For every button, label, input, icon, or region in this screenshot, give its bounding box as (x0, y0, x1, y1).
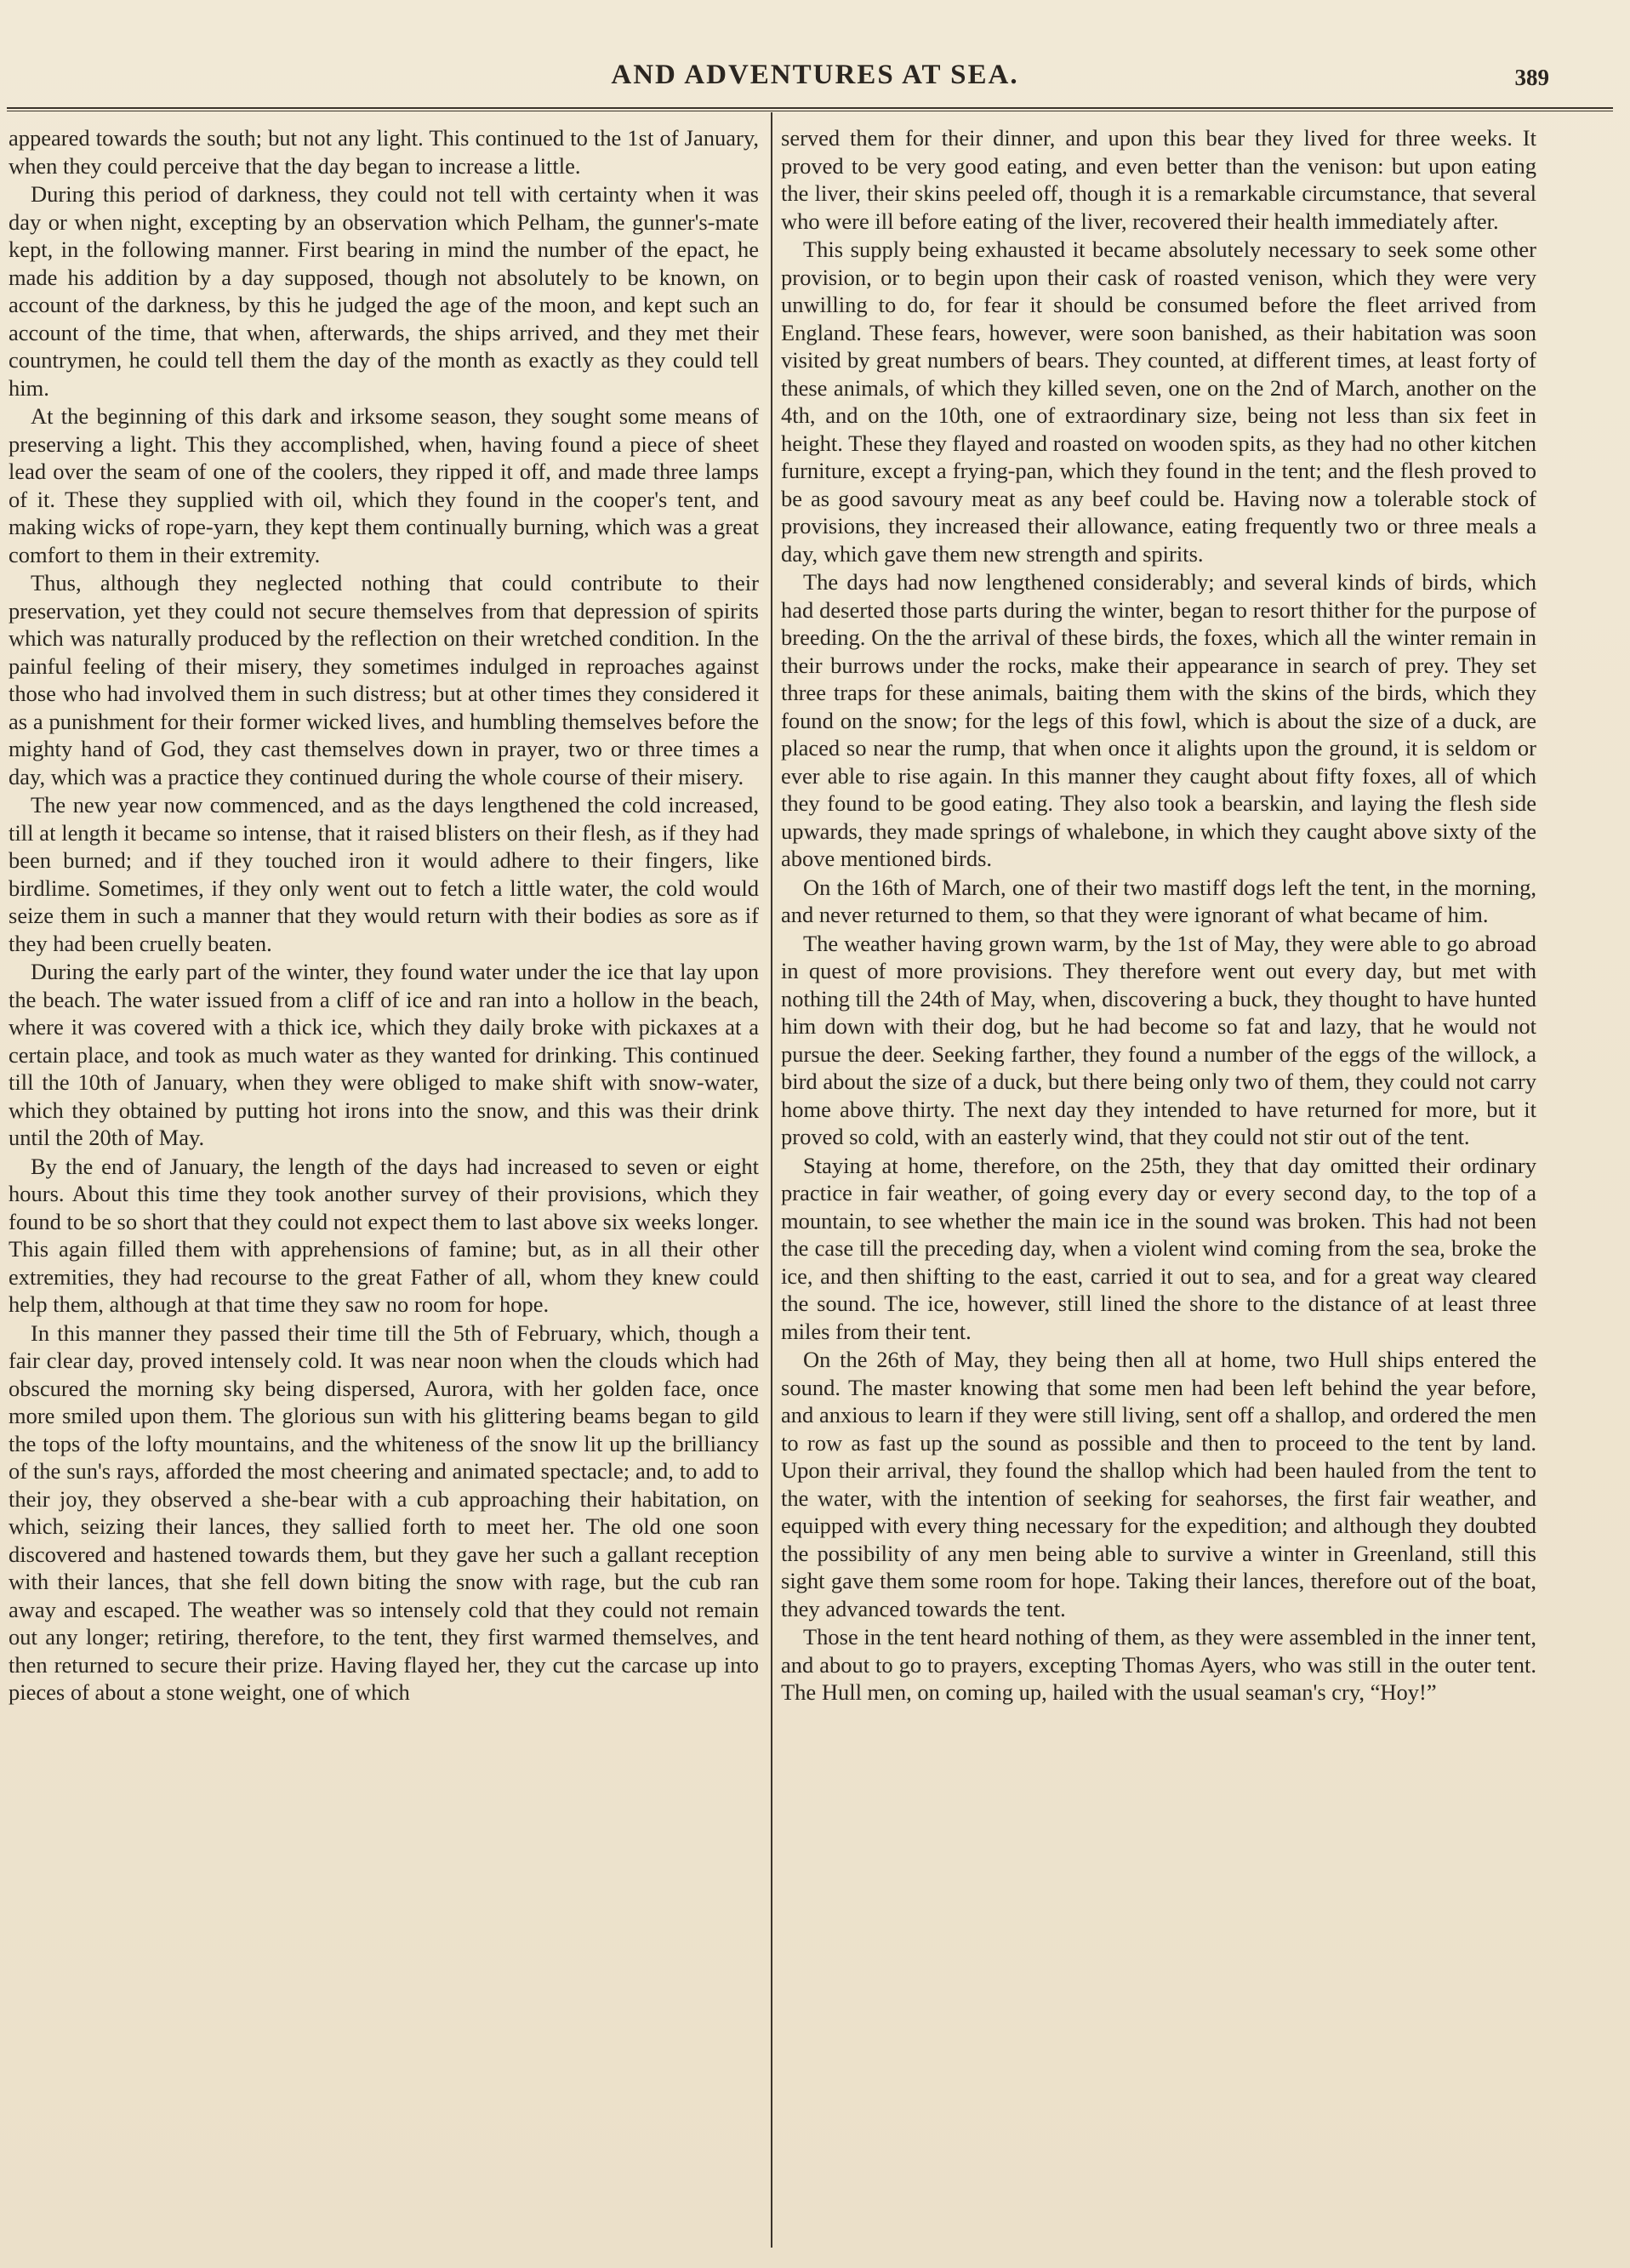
header-rule (7, 107, 1613, 111)
paragraph: Staying at home, therefore, on the 25th, they that day omitted their ordinary practice in fair weather, of going every day or every second day, to the top of a mountain, to see whether the main ice in the sound was broken. This had not been the case till the preceding day, when a violent wind coming from the sea, broke the ice, and then shifting to the east, carried it out to sea, and for a great way cleared the sound. The ice, however, still lined the shore to the distance of at least three miles from their tent. (781, 1152, 1536, 1344)
paragraph: During this period of darkness, they could not tell with certainty when it was day or when night, excepting by an observation which Pelham, the gunner's-mate kept, in the following manner. First bearing in mind the number of the epact, he made his addition by a day supposed, though not absolutely to be known, on account of the darkness, by this he judged the age of the moon, and kept such an account of the time, that when, afterwards, the ships arrived, and they met their countrymen, he could tell them the day of the month as exactly as they could tell him. (9, 181, 759, 401)
left-column (9, 124, 759, 1707)
running-head (0, 60, 1630, 99)
paragraph: In this manner they passed their time till the 5th of February, which, though a fair clear day, proved intensely cold. It was near noon when the clouds which had obscured the morning sky being dispersed, Aurora, with her golden face, once more smiled upon them. The glorious sun with his glittering beams began to gild the tops of the lofty mountains, and the whiteness of the snow lit up the brilliancy of the sun's rays, afforded the most cheering and animated spectacle; and, to add to their joy, they observed a she-bear with a cub approaching their habitation, on which, seizing their lances, they sallied forth to meet her. The old one soon discovered and hastened towards them, but they gave her such a gallant reception with their lances, that she fell down biting the snow with rage, but the cub ran away and escaped. The weather was so intensely cold that they could not remain out any longer; retiring, therefore, to the tent, they first warmed themselves, and then returned to secure their prize. Having flayed her, they cut the carcase up into pieces of about a stone weight, one of which (9, 1319, 759, 1705)
running-title: AND ADVENTURES AT SEA. (611, 60, 1019, 90)
paragraph: At the beginning of this dark and irksome season, they sought some means of preserving a light. This they accomplished, when, having found a piece of sheet lead over the seam of one of the coolers, they ripped it off, and made three lamps of it. These they supplied with oil, which they found in the cooper's tent, and making wicks of rope-yarn, they kept them continually burning, which was a great comfort to them in their extremity. (9, 403, 759, 567)
paragraph: The weather having grown warm, by the 1st of May, they were able to go abroad in quest of more provisions. They therefore went out every day, but met with nothing till the 24th of May, when, discovering a buck, they thought to have hunted him down with their dog, but he had become so fat and lazy, that he would not pursue the deer. Seeking farther, they found a number of the eggs of the willock, a bird about the size of a duck, but there being only two of them, they could not carry home above thirty. The next day they intended to have returned for more, but it proved so cold, with an easterly wind, that they could not stir out of the tent. (781, 930, 1536, 1149)
paragraph: Thus, although they neglected nothing that could contribute to their preservation, yet they could not secure themselves from that depression of spirits which was naturally produced by the reflection on their wretched condition. In the painful feeling of their misery, they sometimes indulged in reproaches against those who had involved them in such distress; but at other times they considered it as a punishment for their former wicked lives, and humbling themselves before the mighty hand of God, they cast themselves down in prayer, two or three times a day, which was a practice they continued during the whole course of their misery. (9, 570, 759, 789)
paragraph: Those in the tent heard nothing of them, as they were assembled in the inner tent, and about to go to prayers, excepting Thomas Ayers, who was still in the outer tent. The Hull men, on coming up, hailed with the usual seaman's cry, “Hoy!” (781, 1624, 1536, 1705)
paragraph: appeared towards the south; but not any light. This continued to the 1st of January, when they could perceive that the day began to increase a little. (9, 125, 759, 179)
paragraph: During the early part of the winter, they found water under the ice that lay upon the beach. The water issued from a cliff of ice and ran into a hollow in the beach, where it was covered with a thick ice, which they daily broke with pickaxes at a certain place, and took as much water as they wanted for drinking. This continued till the 10th of January, when they were obliged to make shift with snow-water, which they obtained by putting hot irons into the snow, and this was their drink until the 20th of May. (9, 959, 759, 1150)
paragraph: The new year now commenced, and as the days lengthened the cold increased, till at length it became so intense, that it raised blisters on their flesh, as if they had been burned; and if they touched iron it would adhere to their fingers, like birdlime. Sometimes, if they only went out to fetch a little water, the cold would seize them in such a manner that they would return with their bodies as sore as if they had been cruelly beaten. (9, 792, 759, 956)
paragraph: The days had now lengthened considerably; and several kinds of birds, which had deserted those parts during the winter, began to resort thither for the purpose of breeding. On the the arrival of these birds, the foxes, which all the winter remain in their burrows under the rocks, make their appearance in search of prey. They set three traps for these animals, baiting them with the skins of the birds, which they found on the snow; for the legs of this fowl, which is about the size of a duck, are placed so near the rump, that when once it alights upon the ground, it is seldom or ever able to rise again. In this manner they caught about fifty foxes, all of which they found to be good eating. They also took a bearskin, and laying the flesh side upwards, they made springs of whalebone, in which they caught above sixty of the above mentioned birds. (781, 569, 1536, 871)
paragraph: served them for their dinner, and upon this bear they lived for three weeks. It proved to be very good eating, and even better than the venison: but upon eating the liver, their skins peeled off, though it is a remarkable circumstance, that several who were ill before eating of the liver, recovered their health immediately after. (781, 125, 1536, 234)
paragraph: On the 26th of May, they being then all at home, two Hull ships entered the sound. The master knowing that some men had been left behind the year before, and anxious to learn if they were still living, sent off a shallop, and ordered the men to row as fast up the sound as possible and then to proceed to the tent by land. Upon their arrival, they found the shallop which had been hauled from the tent to the water, with the intention of seeking for seahorses, the first fair weather, and equipped with every thing necessary for the expedition; and although they doubted the possibility of any men being able to survive a winter in Greenland, still this sight gave them some room for hope. Taking their lances, therefore out of the boat, they advanced towards the tent. (781, 1347, 1536, 1621)
paragraph: This supply being exhausted it became absolutely necessary to seek some other provision, or to begin upon their cask of roasted venison, which they were very unwilling to do, for fear it should be consumed before the fleet arrived from England. These fears, however, were soon banished, as their habitation was soon visited by great numbers of bears. They counted, at different times, at least forty of these animals, of which they killed seven, one on the 2nd of March, another on the 4th, and on the 10th, one of extraordinary size, being not less than six feet in height. These they flayed and roasted on wooden spits, as they had no other kitchen furniture, except a frying-pan, which they found in the tent; and the flesh proved to be as good savoury meat as any beef could be. Having now a tolerable stock of provisions, they increased their allowance, eating frequently two or three meals a day, which gave them new strength and spirits. (781, 236, 1536, 567)
page-number: 389 (1514, 65, 1549, 90)
paragraph: By the end of January, the length of the days had increased to seven or eight hours. About this time they took another survey of their provisions, which they found to be so short that they could not expect them to last above six weeks longer. This again filled them with apprehensions of famine; but, as in all their other extremities, they had recourse to the great Father of all, whom they knew could help them, although at that time they saw no room for hope. (9, 1153, 759, 1317)
right-column (781, 124, 1536, 1707)
paragraph: On the 16th of March, one of their two mastiff dogs left the tent, in the morning, and never returned to them, so that they were ignorant of what became of him. (781, 874, 1536, 927)
column-divider (771, 112, 772, 2248)
